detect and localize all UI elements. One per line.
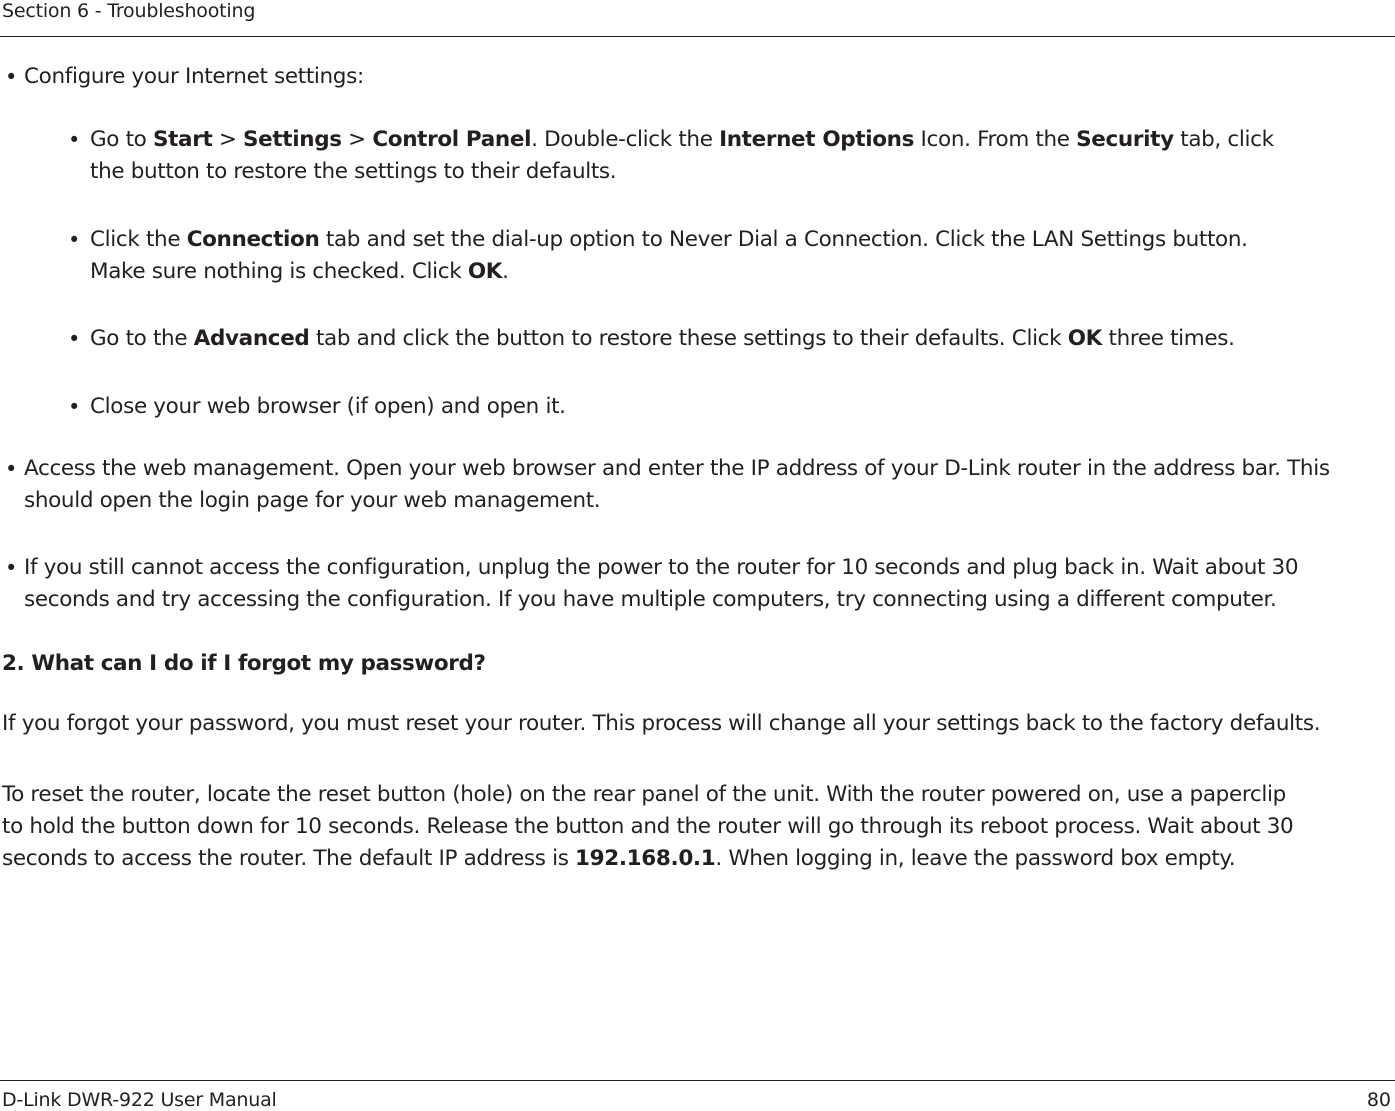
section-header: Section 6 - Troubleshooting <box>2 0 256 22</box>
answer-paragraph-1-text: If you forgot your password, you must reset your router. This process will change all your settings back to the factory defaults. <box>2 711 1321 736</box>
bullet-configure <box>0 61 364 93</box>
answer-paragraph-2 <box>2 779 1293 875</box>
answer-paragraph-2-line3: seconds to access the router. The default IP address is 192.168.0.1. When logging in, leave the password box empty. <box>2 846 1236 871</box>
subbullet-close-browser <box>0 391 566 423</box>
bullet-still-cannot-line1: If you still cannot access the configuration, unplug the power to the router for 10 seconds and plug back in. Wait about 30 <box>24 555 1299 580</box>
subbullet-connection <box>0 224 1248 288</box>
security-label: Security <box>1076 127 1174 152</box>
question-heading: 2. What can I do if I forgot my password? <box>2 651 486 676</box>
subbullet-goto-start <box>0 124 1274 188</box>
connection-label: Connection <box>186 227 320 252</box>
bullet-dot: • <box>5 556 18 580</box>
subbullet-goto-start-line2: the button to restore the settings to their defaults. <box>90 159 617 184</box>
answer-paragraph-2-line1: To reset the router, locate the reset button (hole) on the rear panel of the unit. With the router powered on, use a paperclip <box>2 782 1286 807</box>
default-ip-address: 192.168.0.1 <box>575 846 716 871</box>
answer-paragraph-1 <box>2 708 1320 740</box>
bullet-dot: • <box>68 228 81 252</box>
bullet-dot: • <box>68 128 81 152</box>
bullet-still-cannot-line2: seconds and try accessing the configuration. If you have multiple computers, try connecting using a different computer. <box>24 587 1277 612</box>
subbullet-advanced-line1: Go to the Advanced tab and click the button to restore these settings to their defaults. Click OK three times. <box>90 326 1235 351</box>
subbullet-connection-line1: Click the Connection tab and set the dial-up option to Never Dial a Connection. Click the LAN Settings button. <box>90 227 1248 252</box>
start-label: Start <box>152 127 213 152</box>
bullet-dot: • <box>68 327 81 351</box>
bullet-access-web <box>0 453 1330 517</box>
bullet-access-web-line1: Access the web management. Open your web browser and enter the IP address of your D-Link router in the address bar. This <box>24 456 1330 481</box>
subbullet-advanced <box>0 323 1235 355</box>
control-panel-label: Control Panel <box>372 127 532 152</box>
subbullet-close-browser-text: Close your web browser (if open) and open it. <box>90 394 566 419</box>
subbullet-connection-line2: Make sure nothing is checked. Click OK. <box>90 259 509 284</box>
subbullet-goto-start-line1: Go to Start > Settings > Control Panel. Double-click the Internet Options Icon. From the Security tab, click <box>90 127 1274 152</box>
bullet-access-web-line2: should open the login page for your web management. <box>24 488 601 513</box>
bullet-dot: • <box>68 395 81 419</box>
advanced-label: Advanced <box>193 326 310 351</box>
ok-label: OK <box>1067 326 1102 351</box>
footer-manual-title: D-Link DWR-922 User Manual <box>2 1089 277 1111</box>
page-number: 80 <box>1366 1089 1391 1111</box>
footer-divider <box>0 1080 1395 1081</box>
bullet-dot: • <box>5 457 18 481</box>
settings-label: Settings <box>243 127 342 152</box>
bullet-configure-text: Configure your Internet settings: <box>24 64 364 89</box>
internet-options-label: Internet Options <box>719 127 915 152</box>
bullet-still-cannot <box>0 552 1298 616</box>
ok-label: OK <box>467 259 503 284</box>
bullet-dot: • <box>5 65 18 89</box>
answer-paragraph-2-line2: to hold the button down for 10 seconds. Release the button and the router will go through its reboot process. Wait about 30 <box>2 814 1294 839</box>
header-divider <box>0 36 1395 37</box>
